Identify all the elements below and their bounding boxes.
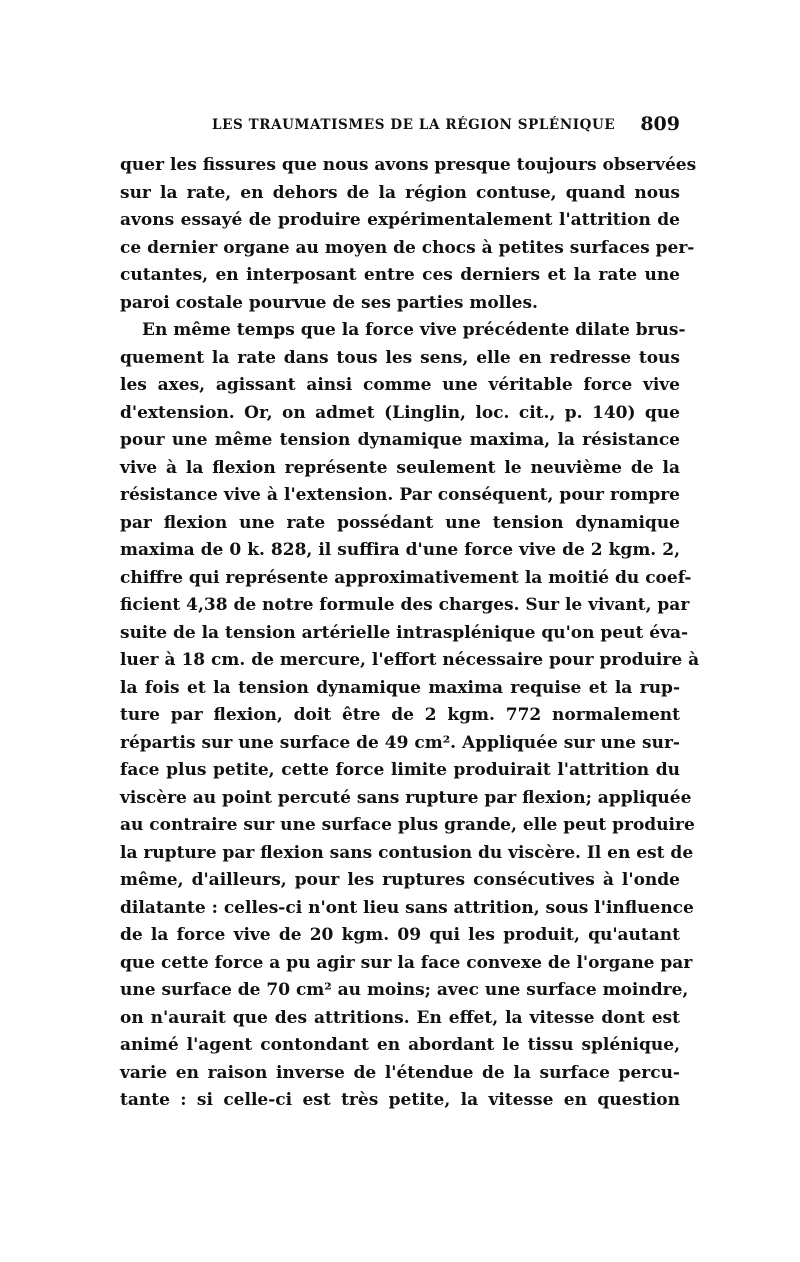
text-line: même, d'ailleurs, pour les ruptures consécutives à l'onde xyxy=(120,870,680,890)
text-line: viscère au point percuté sans rupture par flexion; appliquée xyxy=(120,787,692,808)
text-line: ture par flexion, doit être de 2 kgm. 772 normalement xyxy=(120,705,680,725)
text-line: ficient 4,38 de notre formule des charges. Sur le vivant, par xyxy=(120,595,690,615)
text-line: varie en raison inverse de l'étendue de la surface percu- xyxy=(120,1062,680,1083)
page-header xyxy=(120,113,682,139)
text-line: paroi costale pourvue de ses parties molles. xyxy=(120,292,538,313)
text-line: la fois et la tension dynamique maxima requise et la rup- xyxy=(120,677,680,698)
text-line: En même temps que la force vive précédente dilate brus- xyxy=(142,320,686,340)
text-line: cutantes, en interposant entre ces derniers et la rate une xyxy=(120,265,680,285)
text-line: quer les fissures que nous avons presque toujours observées xyxy=(120,155,697,175)
text-line: luer à 18 cm. de mercure, l'effort nécessaire pour produire à xyxy=(120,650,700,670)
text-line: la rupture par flexion sans contusion du viscère. Il en est de xyxy=(120,842,694,863)
text-line: dilatante : celles-ci n'ont lieu sans attrition, sous l'influence xyxy=(120,897,694,918)
text-line: résistance vive à l'extension. Par conséquent, pour rompre xyxy=(120,485,680,505)
text-line: face plus petite, cette force limite produirait l'attrition du xyxy=(120,760,680,780)
text-line: d'extension. Or, on admet (Linglin, loc. cit., p. 140) que xyxy=(120,402,680,423)
text-line: chiffre qui représente approximativement la moitié du coef- xyxy=(120,567,692,588)
text-line: avons essayé de produire expérimentalement l'attrition de xyxy=(120,210,680,230)
text-line: pour une même tension dynamique maxima, la résistance xyxy=(120,430,680,450)
text-line: les axes, agissant ainsi comme une véritable force vive xyxy=(120,375,680,395)
text-line: par flexion une rate possédant une tension dynamique xyxy=(120,512,680,533)
running-title: LES TRAUMATISMES DE LA RÉGION SPLÉNIQUE xyxy=(212,117,616,133)
text-line: vive à la flexion représente seulement le neuvième de la xyxy=(120,457,680,478)
text-line: quement la rate dans tous les sens, elle en redresse tous xyxy=(120,347,680,368)
text-line: de la force vive de 20 kgm. 09 qui les produit, qu'autant xyxy=(120,925,680,945)
text-line: maxima de 0 k. 828, il suffira d'une force vive de 2 kgm. 2, xyxy=(120,540,680,560)
text-line: on n'aurait que des attritions. En effet, la vitesse dont est xyxy=(120,1007,680,1028)
text-line: tante : si celle-ci est très petite, la vitesse en question xyxy=(120,1090,680,1110)
page-number: 809 xyxy=(640,113,680,135)
text-line: animé l'agent contondant en abordant le tissu splénique, xyxy=(120,1035,680,1055)
text-line: une surface de 70 cm² au moins; avec une surface moindre, xyxy=(120,980,689,1000)
body-text xyxy=(120,152,700,1115)
text-line: sur la rate, en dehors de la région contuse, quand nous xyxy=(120,182,680,203)
text-line: ce dernier organe au moyen de chocs à petites surfaces per- xyxy=(120,237,695,258)
text-line: répartis sur une surface de 49 cm². Appliquée sur une sur- xyxy=(120,732,680,753)
text-line: suite de la tension artérielle intrasplénique qu'on peut éva- xyxy=(120,622,689,643)
text-line: au contraire sur une surface plus grande, elle peut produire xyxy=(120,815,695,835)
text-line: que cette force a pu agir sur la face convexe de l'organe par xyxy=(120,952,693,973)
